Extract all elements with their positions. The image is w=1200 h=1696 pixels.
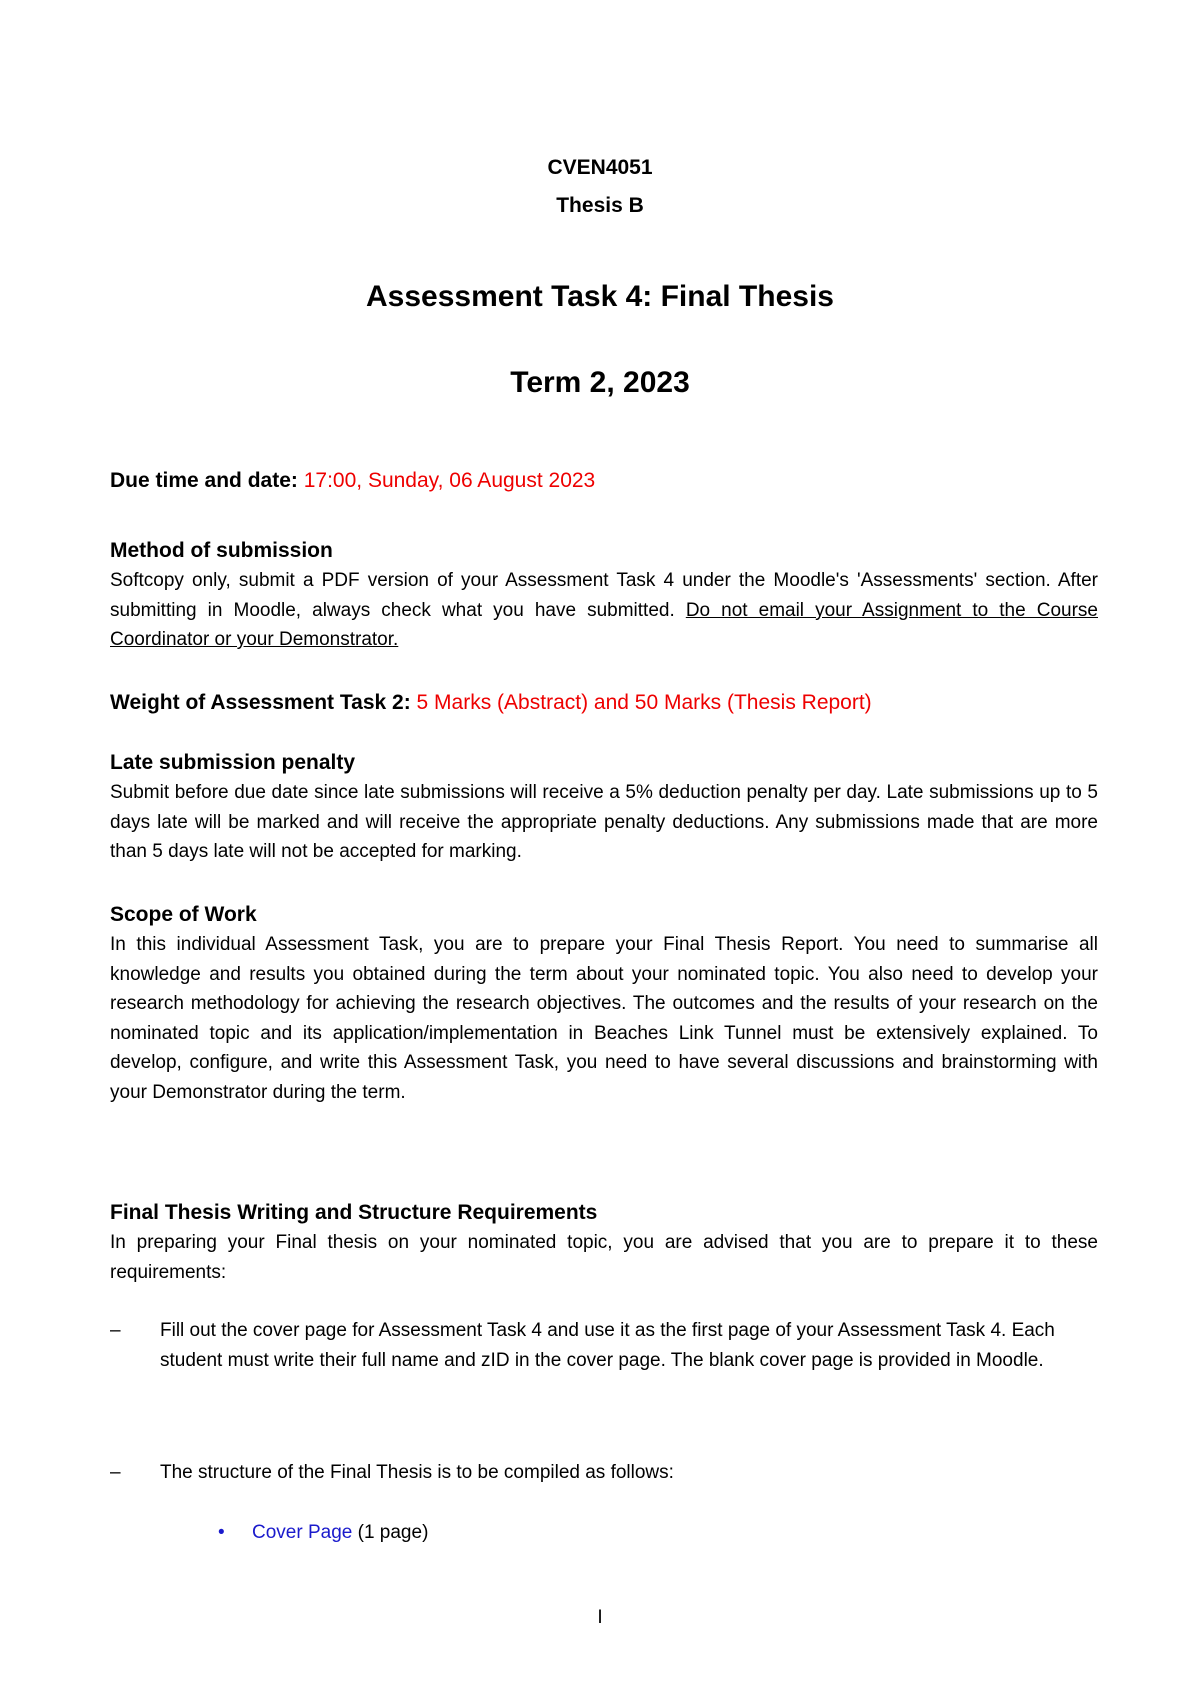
structure-item-detail: (1 page) (352, 1522, 429, 1543)
bullet-icon: • (218, 1522, 225, 1543)
late-text: Submit before due date since late submissions will receive a 5% deduction penalty per day. Late submissions up to 5 days late will be marked and will receive the appropriate penalty deductions. Any submissions made that are more than 5 days late will not be accepted for marking. (110, 782, 1098, 862)
weight-line (110, 688, 1098, 718)
requirement-item-cover (110, 1316, 1098, 1376)
late-heading: Late submission penalty (110, 751, 356, 774)
weight-value: 5 Marks (Abstract) and 50 Marks (Thesis Report) (416, 691, 872, 714)
method-text-main: Softcopy only, submit a PDF version of your Assessment Task 4 under the Moodle's 'Assessments' section. After submitting in Moodle, always check what you have submitted. (110, 570, 1098, 621)
weight-label: Weight of Assessment Task 2 (110, 691, 404, 714)
method-section (110, 536, 1098, 655)
scope-section (110, 900, 1098, 1107)
dash-marker: – (110, 1320, 121, 1341)
course-name: Thesis B (556, 194, 644, 217)
course-code: CVEN4051 (547, 156, 653, 179)
structure-item-label: Cover Page (252, 1522, 353, 1543)
due-date-colon: : (290, 469, 298, 492)
dash-marker: – (110, 1462, 121, 1483)
structure-item-cover-page (218, 1518, 428, 1548)
due-date-value: 17:00, Sunday, 06 August 2023 (303, 469, 596, 492)
requirements-heading: Final Thesis Writing and Structure Requirements (110, 1201, 598, 1224)
late-section (110, 748, 1098, 867)
method-heading: Method of submission (110, 539, 333, 562)
term-title: Term 2, 2023 (510, 366, 690, 399)
due-date-label: Due time and date (110, 469, 291, 492)
page-number: I (597, 1607, 603, 1628)
document-title: Assessment Task 4: Final Thesis (366, 280, 834, 313)
requirement-item-text: The structure of the Final Thesis is to be compiled as follows: (160, 1462, 674, 1483)
weight-colon: : (403, 691, 411, 714)
requirement-item-text: Fill out the cover page for Assessment Task 4 and use it as the first page of your Assessment Task 4. Each student must write their full name and zID in the cover page. The blank cover page is provided in Moodle. (160, 1320, 1055, 1371)
method-text (110, 566, 1098, 655)
requirements-section (110, 1198, 1098, 1287)
requirement-item-structure (110, 1458, 1098, 1488)
scope-text: In this individual Assessment Task, you are to prepare your Final Thesis Report. You need to summarise all knowledge and results you obtained during the term about your nominated topic. You also need to develop your research methodology for achieving the research objectives. The outcomes and the results of your research on the nominated topic and its application/implementation in Beaches Link Tunnel must be extensively explained. To develop, configure, and write this Assessment Task, you need to have several discussions and brainstorming with your Demonstrator during the term. (110, 934, 1098, 1103)
scope-heading: Scope of Work (110, 903, 257, 926)
requirements-intro: In preparing your Final thesis on your nominated topic, you are advised that you are to prepare it to these requirements: (110, 1232, 1098, 1283)
method-text-underlined: Do not email your Assignment to the Course Coordinator or your Demonstrator. (110, 599, 1098, 650)
due-date-line (110, 466, 1098, 496)
